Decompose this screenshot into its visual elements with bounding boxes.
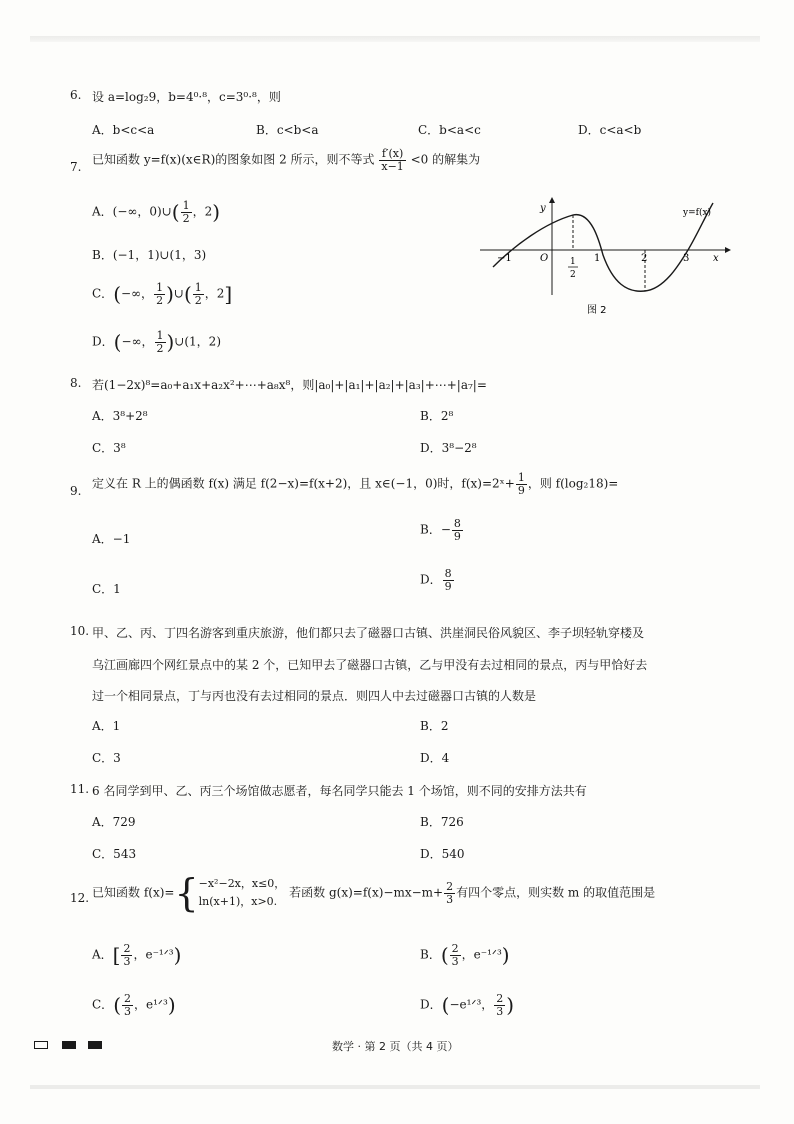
q6-option-c: C．b<a<c — [418, 123, 481, 137]
q7-stem: 已知函数 y=f(x)(x∈R)的图象如图 2 所示，则不等式 $\frac{f'(x)}{x-1}$ <0 的解集为 — [92, 147, 481, 173]
q12-option-a: A．[ $\frac{2}{3}$ ，e⁻¹ᐟ³) — [92, 942, 182, 968]
tick-1: 1 — [594, 253, 601, 264]
tick-half-den: 2 — [570, 270, 576, 280]
q7-option-d: D．(−∞， $\frac{1}{2}$ )∪(1，2) — [92, 329, 222, 355]
q12-option-d: D．(−e¹ᐟ³， $\frac{2}{3}$ ) — [420, 992, 515, 1018]
figure-caption: 图 2 — [587, 305, 607, 316]
q7-number: 7. — [70, 160, 82, 174]
q10-stem-line1: 甲、乙、丙、丁四名游客到重庆旅游，他们都只去了磁器口古镇、洪崖洞民俗风貌区、李子坝轻轨穿楼及 — [92, 626, 645, 640]
q6-option-b: B．c<b<a — [256, 123, 319, 137]
y-axis-arrow-icon — [549, 197, 555, 203]
y-axis-label: y — [540, 203, 546, 214]
footer-mark-solid-1 — [62, 1041, 76, 1049]
q12-number: 12. — [70, 891, 90, 905]
q10-stem-line2: 乌江画廊四个网红景点中的某 2 个，已知甲去了磁器口古镇，乙与甲没有去过相同的景点，丙与甲恰好去 — [92, 658, 648, 672]
q8-option-a: A．3⁸+2⁸ — [92, 409, 148, 423]
curve-label: y=f(x) — [683, 208, 712, 218]
footer-mark-hollow — [34, 1041, 48, 1049]
q10-stem-line3: 过一个相同景点，丁与丙也没有去过相同的景点．则四人中去过磁器口古镇的人数是 — [92, 689, 537, 703]
tick-half-num: 1 — [570, 257, 576, 267]
q10-option-a: A．1 — [92, 719, 121, 733]
q6-option-a: A．b<c<a — [92, 123, 155, 137]
q9-option-b: B．− $\frac{8}{9}$ — [420, 517, 461, 543]
q8-number: 8. — [70, 376, 82, 390]
q9-stem: 定义在 R 上的偶函数 f(x) 满足 f(2−x)=f(x+2)，且 x∈(−1，0)时，f(x)=2ˣ+ $\frac{1}{9}$ ，则 f(log₂18)= — [92, 471, 619, 497]
q8-option-d: D．3⁸−2⁸ — [420, 441, 477, 455]
q10-option-d: D．4 — [420, 751, 450, 765]
q7-stem-fraction: $\frac{f'(x)}{x-1}$ — [381, 147, 404, 173]
q12-option-c: C．( $\frac{2}{3}$ ，e¹ᐟ³) — [92, 992, 176, 1018]
x-axis-arrow-icon — [725, 247, 731, 253]
q12-case1: −x²−2x，x≤0， — [198, 877, 286, 891]
q10-number: 10. — [70, 624, 90, 638]
q12-case2: ln(x+1)，x>0. — [198, 895, 278, 908]
q10-option-b: B．2 — [420, 719, 449, 733]
tick-2: 2 — [641, 253, 648, 264]
q11-option-d: D．540 — [420, 847, 465, 861]
tick-neg1: −1 — [497, 253, 512, 264]
q6-number: 6. — [70, 88, 82, 102]
q7-option-b: B．(−1，1)∪(1，3) — [92, 248, 207, 262]
curve-y-fx — [493, 203, 713, 291]
tick-3: 3 — [683, 253, 690, 264]
q9-option-d: D． $\frac{8}{9}$ — [420, 567, 452, 593]
footer-mark-solid-2 — [88, 1041, 102, 1049]
q9-number: 9. — [70, 484, 82, 498]
q12-stem: 已知函数 f(x)={ −x²−2x，x≤0， ln(x+1)，x>0. 若函数 g(x)=f(x)−mx−m+ $\frac{2}{3}$ 有四个零点，则实数 m 的取值范围是 — [92, 871, 656, 915]
q9-option-c: C．1 — [92, 582, 121, 596]
q7-option-a: A．(−∞，0)∪( $\frac{1}{2}$ ，2) — [92, 199, 221, 225]
q10-option-c: C．3 — [92, 751, 121, 765]
q8-option-c: C．3⁸ — [92, 441, 126, 455]
q11-option-a: A．729 — [92, 815, 136, 829]
page-footer: 数学 · 第 2 页（共 4 页） — [332, 1040, 459, 1053]
q11-option-c: C．543 — [92, 847, 137, 861]
q7-function-graph — [475, 195, 735, 325]
scan-top-band — [30, 36, 760, 42]
q9-option-a: A．−1 — [92, 532, 131, 546]
scan-bottom-band — [30, 1085, 760, 1089]
origin-label: O — [540, 253, 549, 264]
q8-option-b: B．2⁸ — [420, 409, 454, 423]
x-axis-label: x — [713, 253, 719, 264]
q12-option-b: B．( $\frac{2}{3}$ ，e⁻¹ᐟ³) — [420, 942, 510, 968]
q6-option-d: D．c<a<b — [578, 123, 642, 137]
q6-stem: 设 a=log₂9，b=4⁰·⁸，c=3⁰·⁸，则 — [92, 90, 281, 104]
q11-number: 11. — [70, 782, 90, 796]
q11-stem: 6 名同学到甲、乙、丙三个场馆做志愿者，每名同学只能去 1 个场馆，则不同的安排方法共有 — [92, 784, 587, 798]
q8-stem: 若(1−2x)⁸=a₀+a₁x+a₂x²+⋯+a₈x⁸，则|a₀|+|a₁|+|a₂|+|a₃|+⋯+|a₇|= — [92, 378, 487, 392]
q7-option-c: C．(−∞， $\frac{1}{2}$ )∪( $\frac{1}{2}$ ，2] — [92, 281, 233, 307]
q11-option-b: B．726 — [420, 815, 464, 829]
